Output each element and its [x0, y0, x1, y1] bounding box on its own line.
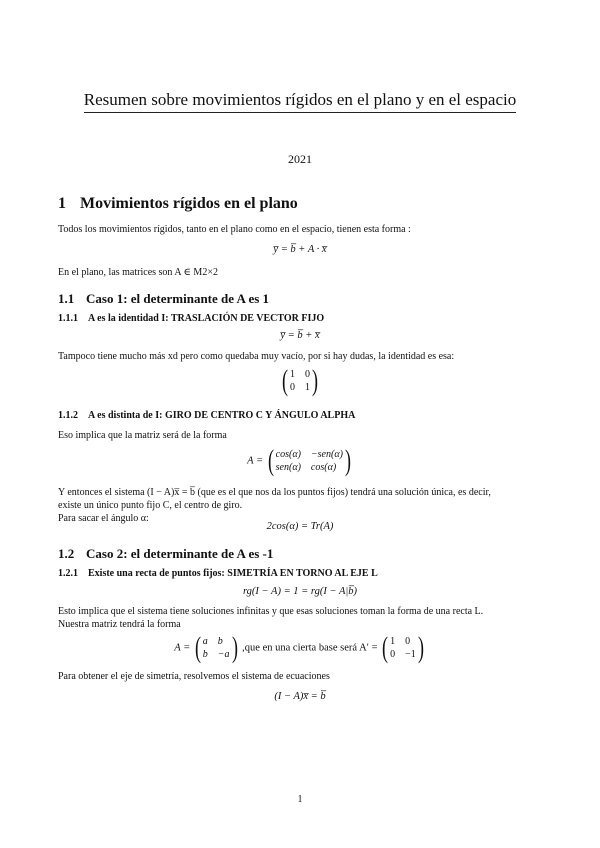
subsection-1-2-heading: 1.2 Caso 2: el determinante de A es -1 [58, 546, 274, 561]
equation-system: (I − A)x̅ = b̅ [274, 691, 326, 702]
rotation-paragraph: Eso implica que la matriz será de la forma [58, 430, 227, 441]
matrix-cell: b [217, 635, 223, 647]
matrix-cell: sen(α) [275, 461, 301, 473]
rotation-matrix-equation: A = ( cos(α) −sen(α) sen(α) cos(α) ) [247, 444, 351, 477]
system-paragraph: Y entonces el sistema (I − A)x̅ = b̅ (que es el que nos da los puntos fijos) tendrá una solución única, es decir, existe un único punto fijo C, el centro de giro. Para sacar el ángulo α: [58, 487, 491, 524]
reflection-middle-text: ,que en una cierta base será A′ = [242, 642, 378, 654]
reflection-lhs: A = [174, 642, 191, 654]
matrix-cell: 1 [390, 635, 396, 647]
matrix-cell: 0 [290, 381, 295, 393]
matrix-cell: −1 [405, 648, 416, 660]
equation-angle: 2cos(α) = Tr(A) [266, 521, 334, 532]
plane-paragraph: En el plano, las matrices son A ∈ M2×2 [58, 267, 218, 278]
document-title: Resumen sobre movimientos rígidos en el plano y en el espacio [0, 90, 600, 110]
matrix-cell: 0 [305, 368, 310, 380]
page-number: 1 [297, 794, 303, 805]
section-1-heading: 1 Movimientos rígidos en el plano [58, 195, 298, 212]
matrix-cell: a [202, 635, 208, 647]
matrix-cell: 0 [390, 648, 396, 660]
identity-matrix: ( 1 0 0 1 ) [282, 364, 318, 397]
equation-rank: rg(I − A) = 1 = rg(I − A|b̅) [242, 586, 358, 597]
identity-paragraph: Tampoco tiene mucho más xd pero como quedaba muy vacío, por si hay dudas, la identidad es esa: [58, 351, 455, 362]
reflection-paragraph: Esto implica que el sistema tiene soluciones infinitas y que esas soluciones toman la forma de una recta L. Nuestra matriz tendrá la forma [58, 606, 484, 630]
equation-general: y̅ = b̅ + A · x̅ [273, 244, 327, 255]
equation-translation: y̅ = b̅ + x̅ [280, 330, 320, 341]
matrix-cell: −sen(α) [310, 448, 343, 460]
matrix-cell: 0 [405, 635, 411, 647]
subsubsection-1-1-2-heading: 1.1.2 A es distinta de I: GIRO DE CENTRO C Y ÁNGULO ALPHA [58, 410, 356, 421]
subsection-1-1-heading: 1.1 Caso 1: el determinante de A es 1 [58, 291, 270, 306]
matrix-cell: b [202, 648, 208, 660]
subsubsection-1-2-1-heading: 1.2.1 Existe una recta de puntos fijos: SIMETRÍA EN TORNO AL EJE L [58, 568, 378, 579]
matrix-cell: −a [217, 648, 230, 660]
document-date: 2021 [288, 152, 312, 166]
matrix-cell: 1 [305, 381, 310, 393]
subsubsection-1-1-1-heading: 1.1.1 A es la identidad I: TRASLACIÓN DE VECTOR FIJO [58, 313, 325, 324]
reflection-matrix-equation: A = ( a b b −a ) ,que en una cierta base será A′ = ( 1 0 0 −1 ) [174, 631, 424, 664]
axis-paragraph: Para obtener el eje de simetría, resolvemos el sistema de ecuaciones [58, 671, 330, 682]
intro-paragraph: Todos los movimientos rígidos, tanto en el plano como en el espacio, tienen esta forma : [58, 224, 411, 235]
matrix-cell: 1 [290, 368, 295, 380]
matrix-cell: cos(α) [275, 448, 301, 460]
matrix-cell: cos(α) [310, 461, 337, 473]
rotation-lhs: A = [247, 455, 264, 467]
